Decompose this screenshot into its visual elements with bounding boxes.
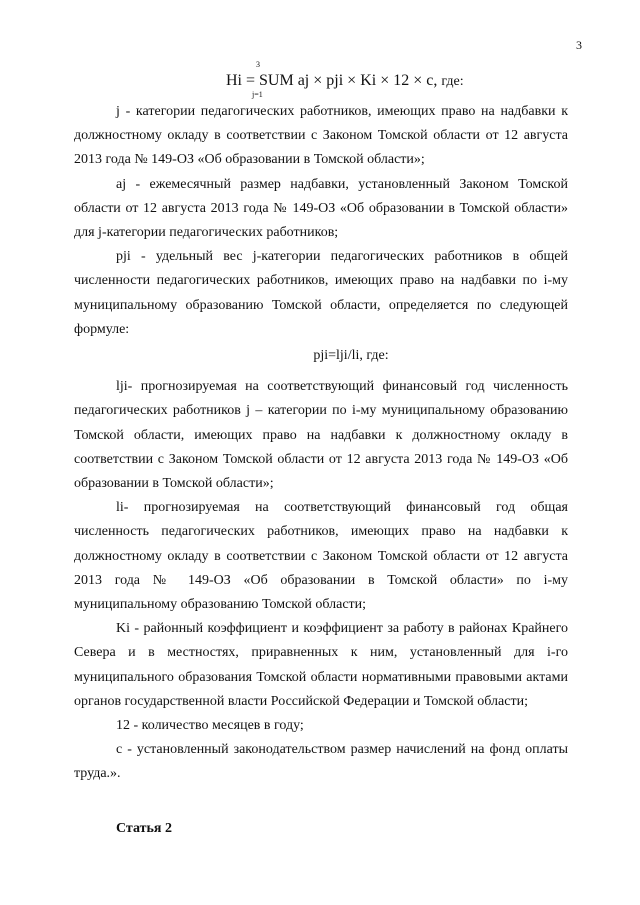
paragraph-pji-definition: pji - удельный вес j-категории педагогических работников в общей численности педагогических работников, имеющих право на надбавки по i-му муниципальному образованию Томской области, определяется по следующей формуле: [74, 249, 568, 337]
sum-upper-limit: 3 [256, 60, 260, 69]
paragraph-li-definition: li- прогнозируемая на соответствующий финансовый год общая численность педагогических работников, имеющих право на надбавки к должностному окладу в соответствии с Законом Томской области от 12 августа 2013 года № 149-ОЗ «Об образовании в Томской области» по i-му муниципальному образованию Томской области; [74, 500, 568, 613]
document-body [74, 100, 568, 841]
paragraph-months-definition: 12 - количество месяцев в году; [116, 718, 304, 734]
formula-pji: pji=lji/li, где: [313, 348, 389, 364]
article-heading: Статья 2 [116, 820, 172, 836]
formula-hi [0, 60, 640, 100]
formula-expression: Hi = SUM aj × pji × Ki × 12 × c, [226, 72, 438, 89]
formula-suffix: где: [441, 74, 464, 89]
sum-lower-limit: j=1 [252, 90, 263, 99]
page-number: 3 [576, 38, 582, 52]
paragraph-lji-definition: lji- прогнозируемая на соответствующий финансовый год численность педагогических работников j – категории по i-му муниципальному образованию Томской области, имеющих право на надбавки к должностному окладу в соответствии с Законом Томской области от 12 августа 2013 года № 149-ОЗ «Об образовании в Томской области»; [74, 379, 568, 492]
paragraph-ki-definition: Ki - районный коэффициент и коэффициент за работу в районах Крайнего Севера и в местностях, приравненных к ним, установленный для i-го муниципального образования Томской области нормативными правовыми актами органов государственной власти Российской Федерации и Томской области; [74, 621, 568, 709]
paragraph-c-definition: c - установленный законодательством размер начислений на фонд оплаты труда.». [74, 742, 568, 782]
paragraph-j-definition: j - категории педагогических работников, имеющих право на надбавки к должностному окладу в соответствии с Законом Томской области от 12 августа 2013 года № 149-ОЗ «Об образовании в Томской области»; [74, 104, 568, 168]
formula-main [226, 72, 464, 90]
paragraph-aj-definition: aj - ежемесячный размер надбавки, установленный Законом Томской области от 12 августа 2013 года № 149-ОЗ «Об образовании в Томской области» для j-категории педагогических работников; [74, 176, 568, 241]
